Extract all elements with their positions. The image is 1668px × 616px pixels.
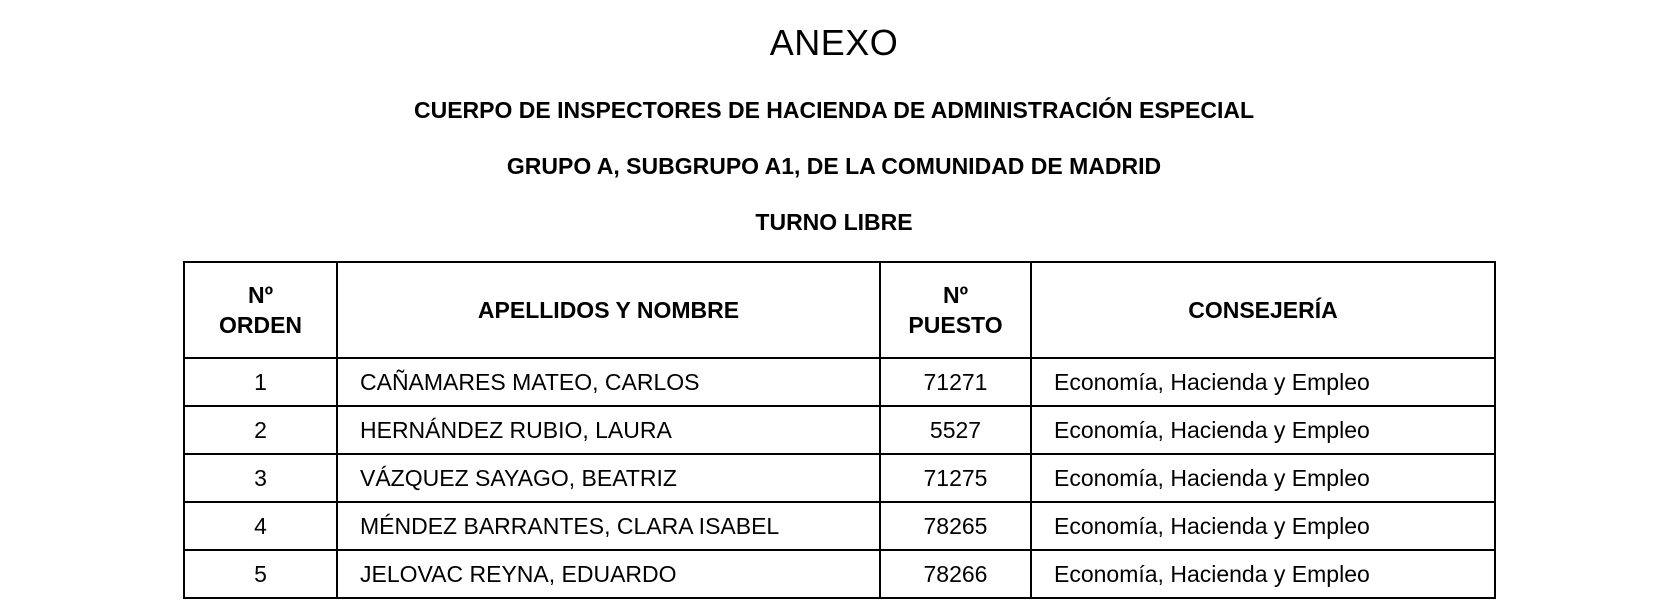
annex-title: ANEXO [769,22,899,63]
post-cell: 71271 [880,358,1031,406]
order-cell: 5 [184,550,337,598]
post-cell: 71275 [880,454,1031,502]
post-cell: 78266 [880,550,1031,598]
name-cell: HERNÁNDEZ RUBIO, LAURA [337,406,880,454]
table-row [184,550,1495,598]
name-cell: JELOVAC REYNA, EDUARDO [337,550,880,598]
order-cell: 2 [184,406,337,454]
column-header-name: APELLIDOS Y NOMBRE [337,262,880,358]
column-header-post [880,262,1031,358]
post-cell: 5527 [880,406,1031,454]
column-header-order [184,262,337,358]
department-cell: Economía, Hacienda y Empleo [1031,454,1495,502]
table-row [184,502,1495,550]
corps-heading: CUERPO DE INSPECTORES DE HACIENDA DE ADMINISTRACIÓN ESPECIAL [413,97,1255,123]
column-header-order-line2: ORDEN [218,312,303,338]
order-cell: 1 [184,358,337,406]
order-cell: 4 [184,502,337,550]
order-cell: 3 [184,454,337,502]
name-cell: VÁZQUEZ SAYAGO, BEATRIZ [337,454,880,502]
group-heading: GRUPO A, SUBGRUPO A1, DE LA COMUNIDAD DE MADRID [506,153,1162,179]
name-cell: CAÑAMARES MATEO, CARLOS [337,358,880,406]
table-header-row [184,262,1495,358]
column-header-order-line1: Nº [247,282,273,308]
department-cell: Economía, Hacienda y Empleo [1031,406,1495,454]
post-cell: 78265 [880,502,1031,550]
table-row [184,406,1495,454]
appointments-table [183,261,1496,599]
column-header-post-line2: PUESTO [908,312,1003,338]
table-row [184,358,1495,406]
turn-heading: TURNO LIBRE [755,209,913,235]
department-cell: Economía, Hacienda y Empleo [1031,550,1495,598]
name-cell: MÉNDEZ BARRANTES, CLARA ISABEL [337,502,880,550]
column-header-department: CONSEJERÍA [1031,262,1495,358]
department-cell: Economía, Hacienda y Empleo [1031,358,1495,406]
column-header-post-line1: Nº [942,282,968,308]
department-cell: Economía, Hacienda y Empleo [1031,502,1495,550]
table-row [184,454,1495,502]
